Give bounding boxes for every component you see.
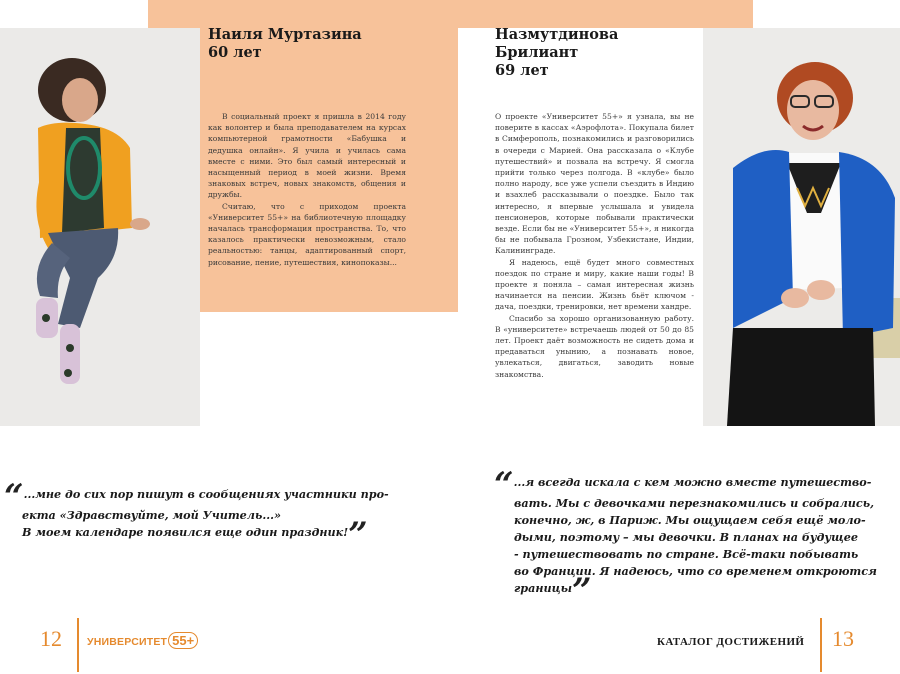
quote-line: В моем календаре появился еще один праздник!	[22, 525, 349, 539]
portrait-woman-yellow-jacket-image	[0, 28, 200, 426]
person-age-left: 60 лет	[208, 44, 262, 61]
quote-line: конечно, ж, в Париж. Мы ощущаем себя ещё моло-	[514, 513, 866, 527]
logo-number: 55+	[168, 632, 198, 649]
page-number-left: 12	[40, 626, 62, 651]
quote-line: екта «Здравствуйте, мой Учитель...»	[22, 508, 282, 522]
catalog-title: КАТАЛОГ ДОСТИЖЕНИЙ	[657, 636, 805, 648]
quote-line: дыми, поэтому – мы девочки. В планах на будущее	[514, 530, 859, 544]
pull-quote-left	[4, 477, 434, 555]
person-name-right-line2: Брилиант	[495, 44, 579, 61]
paragraph: Спасибо за хорошо организованную работу. В «университете» встречаешь людей от 50 до 85 лет. Проект даёт возможность не сидеть дома и предаваться унынию, а познавать новое, увлекаться, двигаться, заводить новые знакомства.	[495, 313, 694, 379]
article-text-right	[495, 111, 694, 380]
portrait-photo-left	[0, 28, 200, 426]
paragraph: В социальный проект я пришла в 2014 году как волонтер и была преподавателем на курсах компьютерной грамотности «Бабушка и дедушка онлайн». Я учила и училась сама вместе с ними. Это был самый интересный и насыщенный период в моей жизни. Время знаковых встреч, новых знакомств, общения и дружбы.	[208, 112, 406, 200]
paragraph: О проекте «Университет 55+» я узнала, вы не поверите в кассах «Аэрофлота». Покупала билет в Симферополь, познакомились и разговорились в очереди с Марией. Она рассказала о «Клубе путешествий» и позвала на встречу. Я смогла прийти только через полгода. В «клубе» было полно народу, все уже успели съездить в Индию и взахлеб рассказывали о поездке. Было так интересно, я впервые услышала и увидела пенсионеров, которые побывали практически везде. Если бы не «Университет 55+», я никогда бы не побывала Грозном, Узбекистане, Индии, Калининграде.	[495, 112, 694, 256]
portrait-photo-right	[703, 28, 900, 426]
close-quote-icon: ”	[348, 515, 368, 555]
open-quote-icon: “	[494, 465, 514, 505]
university-logo	[87, 630, 198, 649]
pull-quote-right	[494, 465, 894, 611]
quote-line: вать. Мы с девочками перезнакомились и собрались,	[514, 496, 874, 510]
article-text-left	[208, 111, 406, 268]
person-name-right-line1: Назмутдинова	[495, 26, 619, 43]
quote-line: во Франции. Я надеюсь, что со временем откроются	[514, 564, 877, 578]
portrait-woman-blue-jacket-image	[703, 28, 900, 426]
person-age-right: 69 лет	[495, 62, 549, 79]
page-number-right: 13	[832, 626, 854, 651]
footer-divider-right	[820, 618, 822, 672]
paragraph: Считаю, что с приходом проекта «Университет 55+» на библиотечную площадку началась трансформация пространства. То, что казалось практически невозможным, стало реальностью: танцы, адаптированный спорт, рисование, пение, путешествия, кинопоказы...	[208, 201, 406, 267]
footer-divider-left	[77, 618, 79, 672]
orange-strip-right	[458, 0, 753, 28]
open-quote-icon: “	[4, 477, 24, 517]
quote-line: - путешествовать по стране. Всё-таки побывать	[514, 547, 859, 561]
quote-line: границы	[514, 581, 573, 595]
paragraph: Я надеюсь, ещё будет много совместных поездок по стране и миру, какие наши годы! В проекте я поняла – самая интересная жизнь начинается на пенсии. Жизнь бьёт ключом - дача, поездки, тренировки, нет времени хандре.	[495, 257, 694, 312]
quote-line: ...мне до сих пор пишут в сообщениях участники про-	[23, 487, 389, 501]
close-quote-icon: ”	[572, 571, 592, 611]
person-name-left: Наиля Муртазина	[208, 26, 362, 43]
logo-text: УНИВЕРСИТЕТ	[87, 636, 168, 648]
quote-line: ...я всегда искала с кем можно вместе путешество-	[513, 475, 872, 489]
